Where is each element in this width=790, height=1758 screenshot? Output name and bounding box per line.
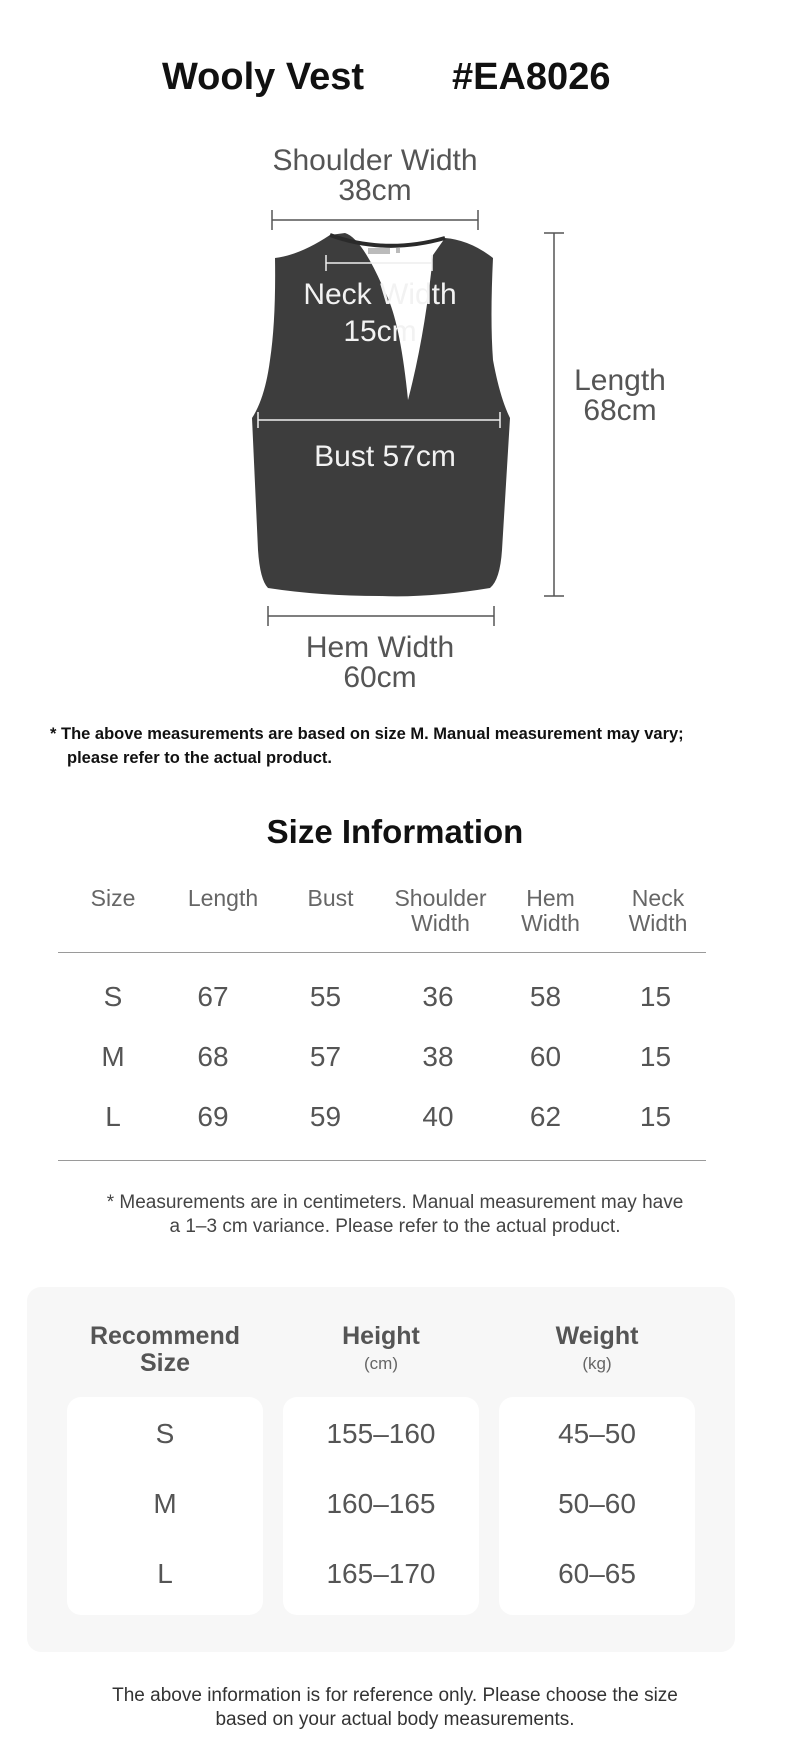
recommend-size-panel — [27, 1287, 735, 1652]
table-row: M 68 57 38 60 15 — [101, 1041, 672, 1072]
page-title — [0, 56, 790, 112]
size-table-header — [58, 880, 706, 953]
height-column — [283, 1397, 479, 1615]
recommend-size-header: Recommend Size — [89, 1322, 241, 1377]
weight-header: Weight (kg) — [555, 1322, 639, 1373]
reference-note: The above information is for reference only. Please choose the size based on your actual body measurements. — [112, 1685, 678, 1730]
height-header: Height (cm) — [342, 1322, 420, 1373]
header-length: Length — [187, 885, 259, 911]
units-note: * Measurements are in centimeters. Manual measurement may have a 1–3 cm variance. Please refer to the actual product. — [106, 1192, 684, 1237]
header-size: Size — [90, 885, 136, 911]
list-item: S — [155, 1418, 175, 1449]
list-item: 155–160 — [326, 1418, 436, 1449]
neck-width-label: Neck Width 15cm — [303, 278, 457, 348]
list-item: 160–165 — [326, 1488, 436, 1519]
measurement-diagram — [0, 130, 790, 700]
measurement-note: * The above measurements are based on size M. Manual measurement may vary; please refer to the actual product. — [50, 725, 684, 767]
list-item: L — [157, 1558, 173, 1589]
length-label: Length 68cm — [574, 364, 666, 427]
bust-label: Bust 57cm — [314, 440, 456, 473]
header-neck-width: Neck Width — [628, 885, 688, 936]
list-item: 165–170 — [326, 1558, 436, 1589]
product-name: Wooly Vest — [162, 56, 365, 98]
weight-column — [499, 1397, 695, 1615]
list-item: 50–60 — [558, 1488, 636, 1519]
table-row: S 67 55 36 58 15 — [103, 981, 672, 1012]
header-shoulder-width: Shoulder Width — [394, 885, 487, 936]
size-table — [58, 880, 706, 1161]
hem-width-label: Hem Width 60cm — [305, 631, 455, 694]
shoulder-width-label: Shoulder Width 38cm — [272, 144, 478, 207]
header-hem-width: Hem Width — [521, 885, 580, 936]
list-item: 45–50 — [558, 1418, 636, 1449]
recommend-size-column — [67, 1397, 263, 1615]
product-code: #EA8026 — [452, 56, 611, 98]
list-item: 60–65 — [558, 1558, 636, 1589]
table-row: L 69 59 40 62 15 — [105, 1101, 672, 1132]
header-bust: Bust — [307, 885, 354, 911]
size-table-body — [58, 953, 706, 1161]
size-info-title: Size Information — [266, 813, 524, 850]
list-item: M — [153, 1488, 177, 1519]
